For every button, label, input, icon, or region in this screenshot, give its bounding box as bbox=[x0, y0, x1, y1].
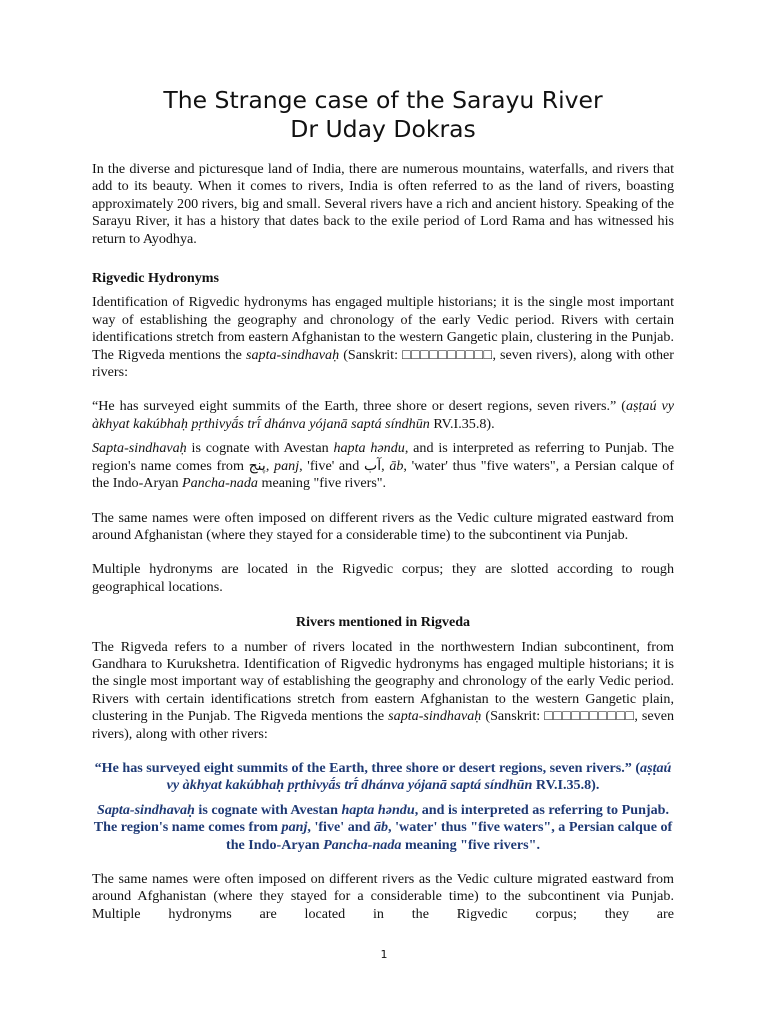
blue-quote-paragraph bbox=[92, 760, 674, 795]
text-run: Identification of Rigvedic hydronyms has engaged multiple historians; it is the single most important way of establishing the geography and chronology of the early Vedic period. Rivers with certain identifications stretch from eastern Afghanistan to the western Gangetic plain, clustering in the Punjab. The Rigveda mentions the bbox=[92, 294, 674, 363]
paragraph-sapta-sindhavah bbox=[92, 440, 674, 492]
title-line-1: The Strange case of the Sarayu River bbox=[163, 86, 603, 114]
italic-term: Sapta-sindhavaḥ bbox=[96, 801, 195, 818]
paragraph-multiple-hydronyms: Multiple hydronyms are located in the Rigvedic corpus; they are slotted according to rough geographical locations. bbox=[92, 561, 674, 595]
text-run: , 'five' and آب, bbox=[299, 457, 390, 474]
italic-term: Pancha-nada bbox=[182, 475, 258, 492]
text-run: meaning "five rivers". bbox=[401, 836, 540, 853]
italic-term: sapta-sindhavaḥ bbox=[245, 346, 340, 363]
text-run: “He has surveyed eight summits of the Earth, three shore or desert regions, seven rivers.” ( bbox=[92, 398, 626, 415]
italic-transliteration: aṣṭaú vy àkhyat kakúbhaḥ pṛthivyā́s trī́ dhánva yójanā saptá síndhūn bbox=[92, 398, 674, 432]
italic-term: hapta həndu bbox=[341, 801, 415, 818]
italic-term: āb bbox=[389, 457, 404, 474]
text-run: is cognate with Avestan bbox=[186, 440, 334, 457]
text-run: , and is interpreted as referring to Punjab. The region's name comes from پنج, bbox=[92, 440, 674, 474]
text-run: The Rigveda refers to a number of rivers located in the northwestern Indian subcontinent, from Gandhara to Kurukshetra. Identification of Rigvedic hydronyms has engaged multiple historians; it is the single most important way of establishing the geography and chronology of the early Vedic period. Rivers with certain identifications stretch from eastern Afghanistan to the western Gangetic plain, clustering in the Punjab. The Rigveda mentions the bbox=[92, 638, 674, 725]
italic-term: sapta-sindhavaḥ bbox=[388, 708, 482, 725]
text-run: is cognate with Avestan bbox=[194, 801, 342, 818]
italic-term: hapta həndu bbox=[333, 440, 405, 457]
paragraph-hydronyms-1 bbox=[92, 294, 674, 381]
text-run: (Sanskrit: □□□□□□□□□□, seven rivers), along with other rivers: bbox=[92, 708, 674, 742]
italic-term: panj bbox=[274, 457, 300, 474]
text-run: RV.I.35.8). bbox=[429, 415, 495, 432]
italic-transliteration: aṣṭaú vy àkhyat kakúbhaḥ pṛthivyā́s trī́ dhánva yójanā saptá síndhūn bbox=[166, 759, 672, 794]
intro-paragraph: In the diverse and picturesque land of India, there are numerous mountains, waterfalls, and rivers that add to its beauty. When it comes to rivers, India is often referred to as the land of rivers, boasting approximately 200 rivers, big and small. Several rivers have a rich and ancient history. Speaking of the Sarayu River, it has a history that dates back to the exile period of Lord Rama and has witnessed his return to Ayodhya. bbox=[92, 161, 674, 247]
italic-term: Pancha-nada bbox=[323, 836, 402, 853]
quote-paragraph bbox=[92, 398, 674, 433]
section-heading-rivers-rigveda: Rivers mentioned in Rigveda bbox=[295, 614, 471, 631]
document-page bbox=[92, 86, 674, 923]
text-run: , 'water' thus "five waters", a Persian calque of the Indo-Aryan bbox=[92, 457, 675, 492]
page-number: 1 bbox=[380, 948, 388, 961]
paragraph-same-names-continued: The same names were often imposed on different rivers as the Vedic culture migrated eastward from around Afghanistan (where they stayed for a considerable time) to the subcontinent via Punjab. Multiple hydronyms are located in the Rigvedic corpus; they are bbox=[92, 871, 674, 922]
text-run: meaning "five rivers". bbox=[257, 475, 387, 492]
text-run: RV.I.35.8). bbox=[532, 777, 600, 794]
italic-term: āb bbox=[373, 819, 389, 836]
text-run: , 'water' thus "five waters", a Persian calque of the Indo-Aryan bbox=[226, 819, 673, 853]
text-run: , 'five' and bbox=[307, 819, 374, 836]
blue-sapta-sindhavah-paragraph bbox=[92, 802, 674, 854]
paragraph-rigveda-rivers bbox=[92, 639, 674, 743]
text-run: , and is interpreted as referring to Punjab. The region's name comes from bbox=[93, 801, 670, 836]
paragraph-same-names: The same names were often imposed on different rivers as the Vedic culture migrated eastward from around Afghanistan (where they stayed for a considerable time) to the subcontinent via Punjab. bbox=[92, 509, 674, 543]
text-run: (Sanskrit: □□□□□□□□□□, seven rivers), along with other rivers: bbox=[92, 346, 674, 381]
section-heading-rigvedic-hydronyms: Rigvedic Hydronyms bbox=[92, 270, 219, 287]
italic-term: Sapta-sindhavaḥ bbox=[92, 440, 187, 457]
text-run: “He has surveyed eight summits of the Earth, three shore or desert regions, seven rivers.” ( bbox=[94, 759, 641, 776]
author-line: Dr Uday Dokras bbox=[290, 115, 476, 143]
italic-term: panj bbox=[281, 819, 308, 836]
document-title bbox=[92, 86, 674, 144]
